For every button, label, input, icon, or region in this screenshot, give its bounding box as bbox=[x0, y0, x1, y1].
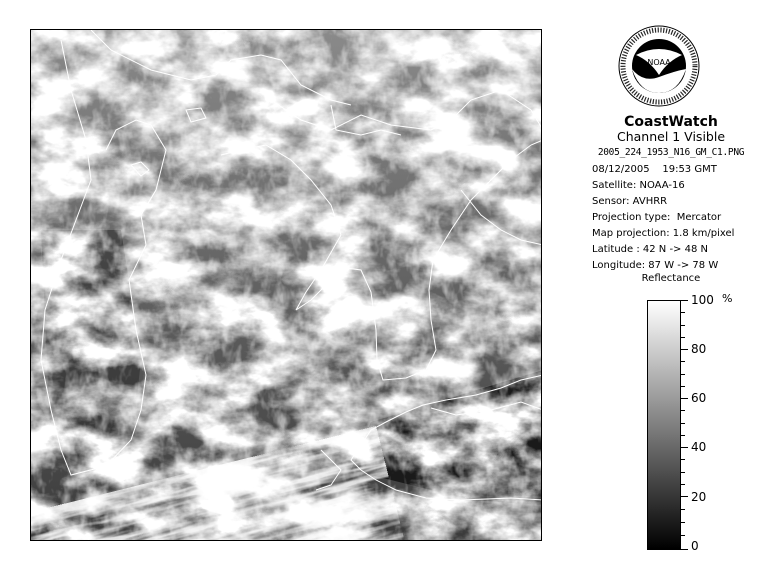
colorbar-tick bbox=[681, 447, 688, 448]
colorbar-minor-tick bbox=[681, 423, 685, 424]
colorbar-minor-tick bbox=[681, 410, 685, 411]
brand-title: CoastWatch bbox=[624, 114, 718, 130]
satellite-label: Satellite: NOAA-16 bbox=[592, 180, 685, 191]
noaa-logo-text: NOAA bbox=[647, 58, 671, 67]
filename-label: 2005_224_1953_N16_GM_C1.PNG bbox=[597, 147, 745, 158]
colorbar-tick bbox=[681, 349, 688, 350]
colorbar-tick bbox=[681, 496, 688, 497]
colorbar-minor-tick bbox=[681, 472, 685, 473]
colorbar-minor-tick bbox=[681, 509, 685, 510]
colorbar-tick-label: 20 bbox=[691, 490, 707, 504]
colorbar-minor-tick bbox=[681, 361, 685, 362]
colorbar-title: Reflectance bbox=[641, 273, 701, 284]
reflectance-colorbar bbox=[647, 300, 681, 550]
colorbar-minor-tick bbox=[681, 386, 685, 387]
longitude-label: Longitude: 87 W -> 78 W bbox=[592, 260, 719, 271]
colorbar-tick-label: 80 bbox=[691, 342, 707, 356]
colorbar-minor-tick bbox=[681, 337, 685, 338]
colorbar-tick-label: 100 bbox=[691, 293, 714, 307]
colorbar-minor-tick bbox=[681, 459, 685, 460]
latitude-label: Latitude : 42 N -> 48 N bbox=[592, 244, 708, 255]
colorbar-minor-tick bbox=[681, 325, 685, 326]
colorbar-minor-tick bbox=[681, 435, 685, 436]
channel-label: Channel 1 Visible bbox=[616, 129, 726, 144]
satellite-map bbox=[30, 29, 542, 541]
colorbar-minor-tick bbox=[681, 484, 685, 485]
colorbar-tick-label: 60 bbox=[691, 391, 707, 405]
colorbar-minor-tick bbox=[681, 522, 685, 523]
noaa-logo-icon bbox=[618, 25, 700, 107]
satellite-image bbox=[31, 30, 542, 541]
date-time-label: 08/12/2005 19:53 GMT bbox=[592, 164, 717, 175]
colorbar-unit: % bbox=[722, 292, 733, 305]
sensor-label: Sensor: AVHRR bbox=[592, 196, 668, 207]
colorbar-tick bbox=[681, 398, 688, 399]
map-projection-label: Map projection: 1.8 km/pixel bbox=[592, 228, 735, 239]
colorbar-minor-tick bbox=[681, 374, 685, 375]
noaa-logo bbox=[618, 25, 700, 107]
projection-type-label: Projection type: Mercator bbox=[592, 212, 722, 223]
colorbar-minor-tick bbox=[681, 535, 685, 536]
colorbar-tick-label: 0 bbox=[691, 539, 699, 553]
colorbar-minor-tick bbox=[681, 312, 685, 313]
colorbar-tick bbox=[681, 549, 688, 550]
colorbar-tick-label: 40 bbox=[691, 440, 707, 454]
colorbar-tick bbox=[681, 300, 688, 301]
